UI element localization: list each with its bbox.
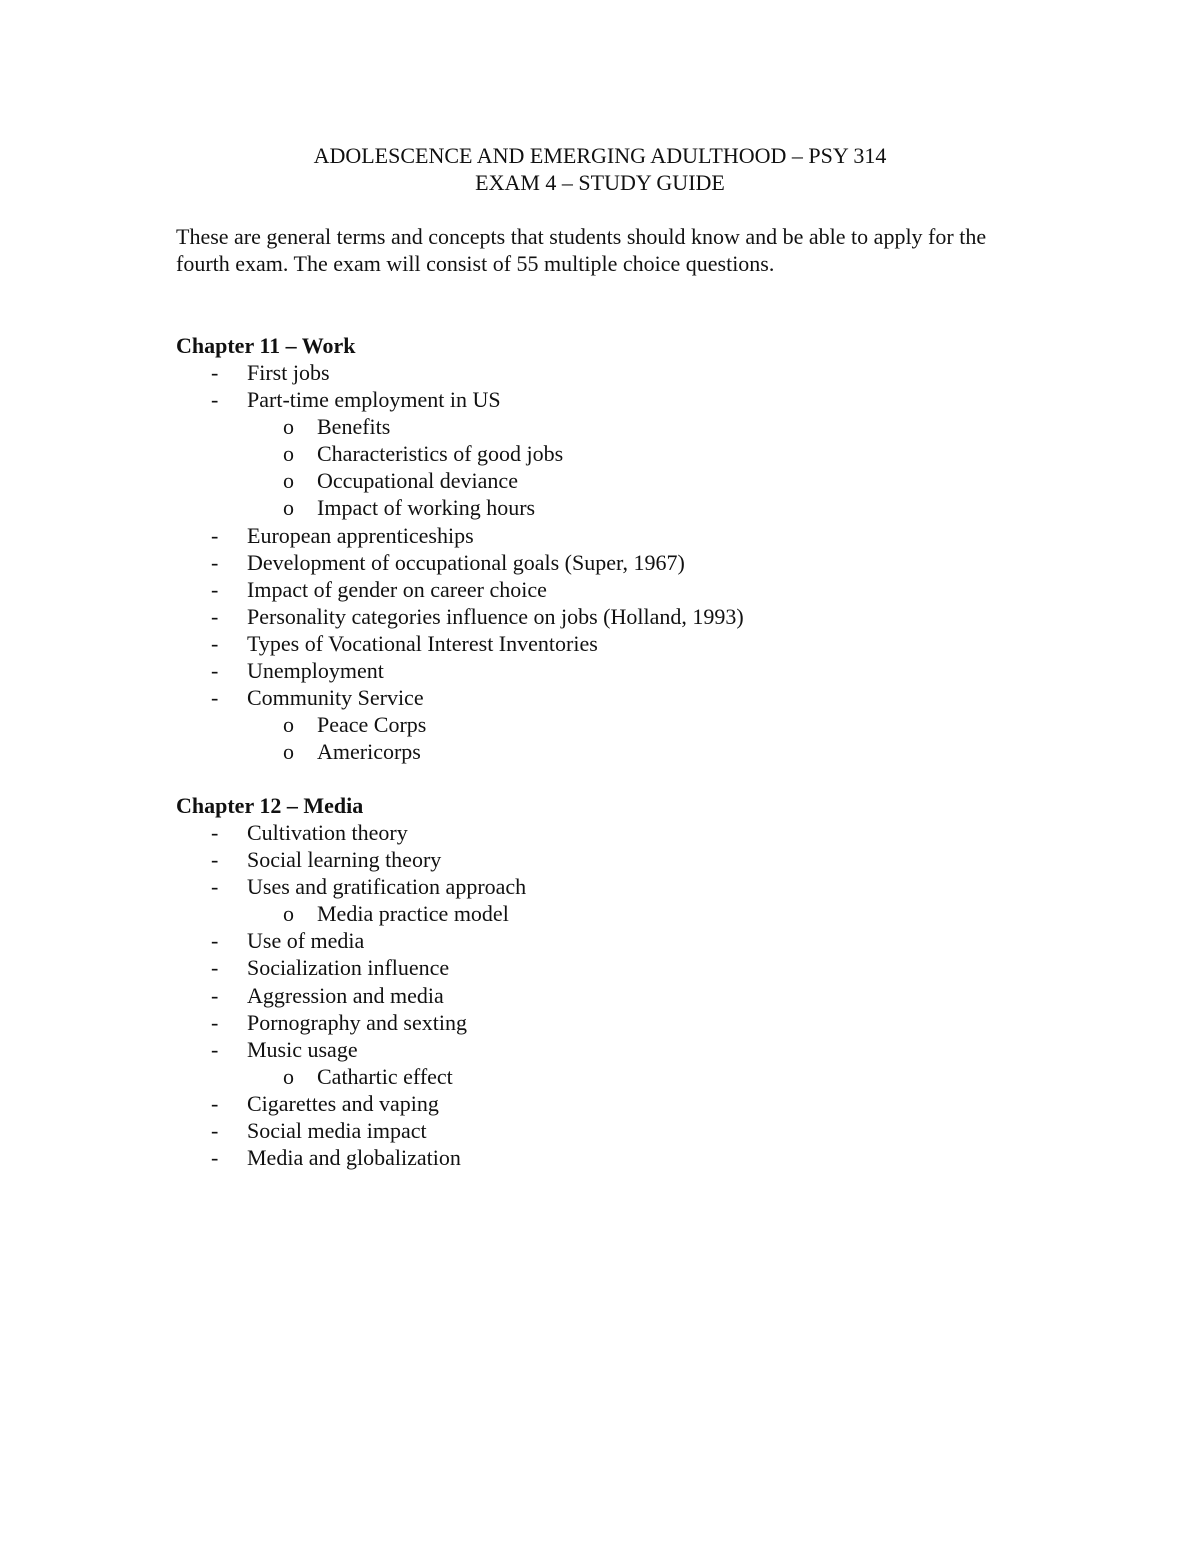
dash-bullet: -	[211, 1118, 219, 1144]
dash-bullet: -	[211, 387, 219, 413]
circle-bullet: o	[283, 414, 294, 440]
list-item-text: Peace Corps	[317, 712, 427, 738]
list-item	[176, 603, 1076, 630]
circle-bullet: o	[283, 712, 294, 738]
sub-list-item	[176, 440, 1076, 467]
list-item	[176, 819, 1076, 846]
list-item-text: First jobs	[247, 360, 330, 385]
list-item	[176, 873, 1076, 900]
list-item-text: Uses and gratification approach	[247, 874, 527, 900]
dash-bullet: -	[211, 522, 219, 548]
circle-bullet: o	[283, 739, 294, 765]
dash-bullet: -	[211, 1036, 219, 1062]
list-item-text: Music usage	[247, 1036, 358, 1062]
dash-bullet: -	[211, 982, 219, 1008]
dash-bullet: -	[211, 1090, 219, 1116]
list-item	[176, 927, 1076, 954]
guide-title: EXAM 4 – STUDY GUIDE	[475, 170, 725, 195]
dash-bullet: -	[211, 360, 219, 385]
list-item-text: Social learning theory	[247, 847, 442, 873]
list-item-text: Cigarettes and vaping	[247, 1090, 439, 1116]
list-item-text: Media and globalization	[247, 1145, 461, 1171]
list-item	[176, 522, 1076, 549]
chapter-section-media	[176, 792, 1076, 1171]
list-item	[176, 982, 1076, 1009]
list-item-text: Community Service	[247, 685, 424, 711]
sub-list-item	[176, 711, 1076, 738]
list-item-text: Impact of working hours	[317, 495, 536, 521]
list-item-text: Characteristics of good jobs	[317, 441, 564, 467]
list-item	[176, 1036, 1076, 1063]
list-item-text: Cathartic effect	[317, 1063, 453, 1089]
dash-bullet: -	[211, 847, 219, 873]
circle-bullet: o	[283, 901, 294, 927]
list-item	[176, 1117, 1076, 1144]
intro-paragraph: These are general terms and concepts that students should know and be able to apply for the fourth exam. The exam will consist of 55 multiple choice questions.	[176, 224, 987, 276]
list-item-text: Part-time employment in US	[247, 387, 501, 413]
list-item	[176, 386, 1076, 413]
list-item-text: Occupational deviance	[317, 468, 518, 494]
course-title: ADOLESCENCE AND EMERGING ADULTHOOD – PSY 314	[313, 143, 887, 168]
dash-bullet: -	[211, 603, 219, 629]
circle-bullet: o	[283, 468, 294, 494]
chapter-heading: Chapter 11 – Work	[176, 333, 356, 358]
dash-bullet: -	[211, 955, 219, 981]
sub-list-item	[176, 467, 1076, 494]
list-item	[176, 1090, 1076, 1117]
list-item-text: Use of media	[247, 928, 365, 954]
list-item-text: Types of Vocational Interest Inventories	[247, 630, 598, 656]
dash-bullet: -	[211, 1145, 219, 1171]
list-item-text: Americorps	[317, 739, 421, 765]
list-item-text: Development of occupational goals (Super, 1967)	[247, 549, 685, 575]
dash-bullet: -	[211, 874, 219, 900]
sub-list-item	[176, 413, 1076, 440]
circle-bullet: o	[283, 441, 294, 467]
sub-list-item	[176, 738, 1076, 765]
list-item	[176, 684, 1076, 711]
list-item-text: Benefits	[317, 414, 391, 440]
sub-list-item	[176, 900, 1076, 927]
sub-list-item	[176, 494, 1076, 521]
sub-list-item	[176, 1063, 1076, 1090]
list-item	[176, 1009, 1076, 1036]
list-item	[176, 657, 1076, 684]
dash-bullet: -	[211, 630, 219, 656]
document-title	[0, 142, 1200, 196]
list-item	[176, 1144, 1076, 1171]
dash-bullet: -	[211, 549, 219, 575]
circle-bullet: o	[283, 495, 294, 521]
list-item	[176, 576, 1076, 603]
list-item-text: Impact of gender on career choice	[247, 576, 547, 602]
list-item	[176, 549, 1076, 576]
list-item	[176, 954, 1076, 981]
list-item	[176, 846, 1076, 873]
chapter-topic-list	[176, 819, 1076, 1171]
list-item-text: Aggression and media	[247, 982, 444, 1008]
chapter-heading: Chapter 12 – Media	[176, 793, 364, 818]
list-item-text: Unemployment	[247, 658, 384, 684]
circle-bullet: o	[283, 1063, 294, 1089]
dash-bullet: -	[211, 1009, 219, 1035]
chapter-topic-list	[176, 359, 1076, 765]
dash-bullet: -	[211, 928, 219, 954]
chapter-section-work	[176, 332, 1076, 765]
list-item-text: Socialization influence	[247, 955, 450, 981]
dash-bullet: -	[211, 685, 219, 711]
dash-bullet: -	[211, 820, 219, 845]
list-item-text: Pornography and sexting	[247, 1009, 467, 1035]
list-item-text: Media practice model	[317, 901, 509, 927]
list-item-text: European apprenticeships	[247, 522, 474, 548]
list-item	[176, 359, 1076, 386]
list-item-text: Cultivation theory	[247, 820, 408, 845]
list-item	[176, 630, 1076, 657]
dash-bullet: -	[211, 576, 219, 602]
list-item-text: Personality categories influence on jobs (Holland, 1993)	[247, 603, 744, 629]
list-item-text: Social media impact	[247, 1118, 427, 1144]
dash-bullet: -	[211, 658, 219, 684]
